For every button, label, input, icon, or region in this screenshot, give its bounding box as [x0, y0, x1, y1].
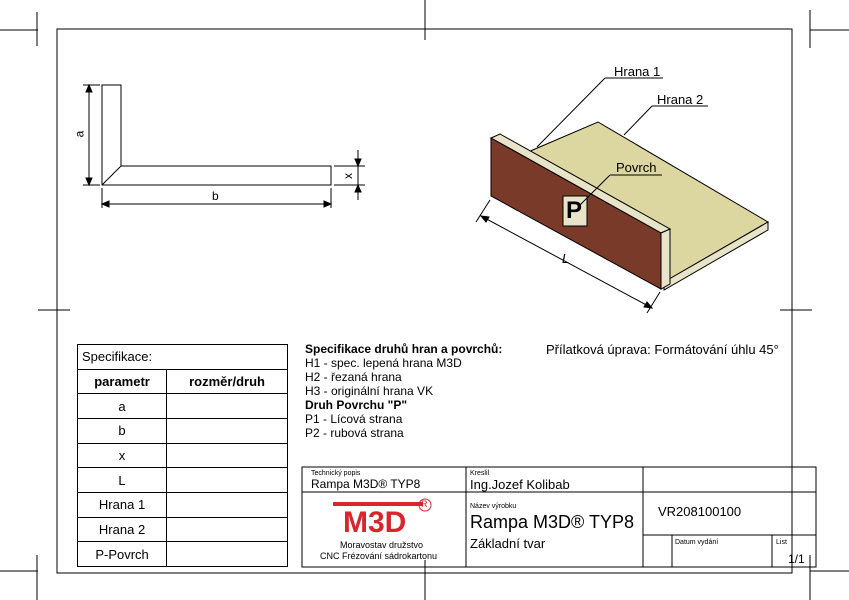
- product-code: VR208100100: [658, 504, 742, 519]
- tech-label: Technický popis: [311, 470, 361, 477]
- notes-heading-surface: Druh Povrchu "P": [305, 398, 408, 412]
- profile-sketch: [83, 85, 365, 208]
- col-param: parametr: [78, 369, 167, 394]
- surface-mark: P: [566, 197, 583, 224]
- length-label: L: [562, 251, 570, 266]
- dim-b-label: b: [212, 189, 219, 203]
- product-sub: Základní tvar: [470, 536, 546, 551]
- note-h3: H3 - originální hrana VK: [305, 384, 434, 398]
- sheet-value: 1/1: [788, 552, 805, 566]
- iso-view: [476, 78, 768, 313]
- dim-x-label: x: [341, 173, 355, 179]
- note-h1: H1 - spec. lepená hrana M3D: [305, 356, 462, 370]
- notes-heading-edges: Specifikace druhů hran a povrchů:: [305, 342, 503, 356]
- row-value[interactable]: [167, 542, 288, 567]
- logo-registered-mark: R: [421, 499, 428, 509]
- row-label: x: [78, 443, 167, 468]
- row-value[interactable]: [167, 418, 288, 443]
- row-label: P-Povrch: [78, 542, 167, 567]
- company-logo: M3D: [343, 506, 407, 539]
- callout-surface: Povrch: [616, 160, 657, 175]
- company-name: Moravostav družstvo: [340, 540, 424, 550]
- row-label: L: [78, 468, 167, 493]
- tech-value: Rampa M3D® TYP8: [311, 477, 421, 491]
- row-label: a: [78, 394, 167, 419]
- note-h2: H2 - řezaná hrana: [305, 370, 402, 384]
- company-tagline: CNC Frézování sádrokartonu: [320, 551, 438, 561]
- note-p2: P2 - rubová strana: [305, 426, 404, 440]
- sheet-label: List: [776, 539, 787, 546]
- row-value[interactable]: [167, 443, 288, 468]
- row-value[interactable]: [167, 517, 288, 542]
- date-label: Datum vydání: [675, 539, 719, 546]
- product-label: Název výrobku: [470, 503, 517, 510]
- callout-edge1: Hrana 1: [614, 64, 661, 79]
- drawn-value: Ing.Jozef Kolibab: [470, 477, 570, 492]
- product-name: Rampa M3D® TYP8: [470, 512, 634, 532]
- col-size: rozměr/druh: [167, 369, 288, 394]
- row-label: Hrana 2: [78, 517, 167, 542]
- dim-a-label: a: [72, 130, 87, 138]
- drawn-label: Kreslil: [470, 470, 490, 477]
- callout-edge2: Hrana 2: [657, 92, 704, 107]
- row-value[interactable]: [167, 394, 288, 419]
- spec-title: Specifikace:: [78, 345, 288, 370]
- row-label: Hrana 1: [78, 492, 167, 517]
- note-p1: P1 - Lícová strana: [305, 412, 403, 426]
- row-value[interactable]: [167, 468, 288, 493]
- note-extra: Přílatková úprava: Formátování úhlu 45°: [546, 342, 779, 357]
- row-label: b: [78, 418, 167, 443]
- spec-table: [77, 344, 288, 567]
- row-value[interactable]: [167, 492, 288, 517]
